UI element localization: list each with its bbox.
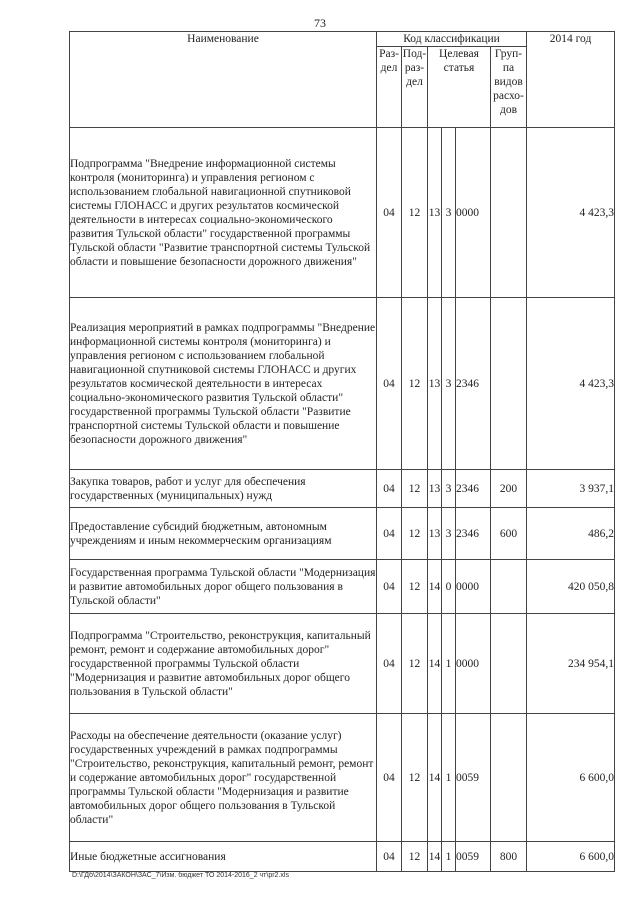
header-group-line: дов	[500, 104, 518, 116]
row-target-1: 13	[428, 298, 442, 470]
row-razdel: 04	[377, 614, 402, 714]
row-name: Закупка товаров, работ и услуг для обеспечения государственных (муниципальных) нужд	[70, 470, 377, 508]
row-amount: 6 600,0	[527, 714, 615, 842]
row-razdel: 04	[377, 470, 402, 508]
row-target-3: 0000	[456, 614, 491, 714]
row-target-2: 1	[442, 714, 456, 842]
row-podrazdel: 12	[402, 298, 428, 470]
header-name: Наименование	[70, 32, 377, 128]
row-target-2: 3	[442, 128, 456, 298]
row-target-3: 2346	[456, 508, 491, 560]
table-row	[70, 614, 615, 714]
header-group-line: видов	[494, 76, 523, 88]
header-razdel-line: Раз-	[379, 48, 399, 60]
table-row	[70, 298, 615, 470]
row-amount: 234 954,1	[527, 614, 615, 714]
page-number: 73	[314, 16, 326, 30]
row-podrazdel: 12	[402, 614, 428, 714]
row-target-1: 14	[428, 714, 442, 842]
table-row	[70, 128, 615, 298]
header-classification: Код классификации	[377, 32, 527, 47]
row-target-3: 2346	[456, 470, 491, 508]
row-target-2: 3	[442, 470, 456, 508]
row-podrazdel: 12	[402, 470, 428, 508]
row-group	[491, 714, 527, 842]
row-target-1: 14	[428, 614, 442, 714]
row-name: Предоставление субсидий бюджетным, автономным учреждениям и иным некоммерческим организациям	[70, 508, 377, 560]
row-target-2: 3	[442, 298, 456, 470]
row-group: 800	[491, 842, 527, 872]
table-row	[70, 560, 615, 614]
row-group	[491, 128, 527, 298]
row-podrazdel: 12	[402, 714, 428, 842]
row-target-1: 13	[428, 128, 442, 298]
row-razdel: 04	[377, 128, 402, 298]
row-target-1: 14	[428, 842, 442, 872]
row-target-1: 13	[428, 508, 442, 560]
header-group-line: па	[502, 62, 515, 74]
row-amount: 420 050,8	[527, 560, 615, 614]
row-target-1: 13	[428, 470, 442, 508]
row-group	[491, 560, 527, 614]
row-name: Подпрограмма "Внедрение информационной системы контроля (мониторинга) и управления регионом с использованием глобальной навигационной спутниковой системы ГЛОНАСС и других результатов космической деятельности в интересах социально-экономического развития Тульской области" государственной программы Тульской области "Развитие транспортной системы Тульской области и повышение безопасности дорожного движения"	[70, 128, 377, 298]
header-target-line: Целевая	[439, 48, 479, 60]
row-target-2: 1	[442, 614, 456, 714]
row-target-3: 0000	[456, 128, 491, 298]
row-podrazdel: 12	[402, 128, 428, 298]
row-target-3: 0059	[456, 842, 491, 872]
header-podrazdel	[402, 47, 428, 128]
table-row	[70, 508, 615, 560]
row-name: Реализация мероприятий в рамках подпрограммы "Внедрение информационной системы контроля (мониторинга) и управления регионом с использованием глобальной навигационной спутниковой системы ГЛОНАСС и других результатов космической деятельности в интересах социально-экономического развития Тульской области" государственной программы Тульской области "Развитие транспортной системы Тульской области и повышение безопасности дорожного движения"	[70, 298, 377, 470]
header-expense-group	[491, 47, 527, 128]
row-target-2: 3	[442, 508, 456, 560]
row-podrazdel: 12	[402, 560, 428, 614]
row-amount: 6 600,0	[527, 842, 615, 872]
table-row	[70, 714, 615, 842]
table-body	[70, 128, 615, 872]
row-group	[491, 614, 527, 714]
row-podrazdel: 12	[402, 842, 428, 872]
row-amount: 3 937,1	[527, 470, 615, 508]
row-target-3: 0000	[456, 560, 491, 614]
row-razdel: 04	[377, 298, 402, 470]
table-row	[70, 470, 615, 508]
header-podrazdel-line: раз-	[404, 62, 425, 74]
row-razdel: 04	[377, 714, 402, 842]
row-name: Государственная программа Тульской области "Модернизация и развитие автомобильных дорог общего пользования в Тульской области"	[70, 560, 377, 614]
row-target-3: 0059	[456, 714, 491, 842]
row-target-1: 14	[428, 560, 442, 614]
header-target-line: статья	[443, 62, 475, 74]
row-name: Подпрограмма "Строительство, реконструкция, капитальный ремонт, ремонт и содержание автомобильных дорог" государственной программы Тульской области "Модернизация и развитие автомобильных дорог общего пользования в Тульской области"	[70, 614, 377, 714]
row-target-2: 0	[442, 560, 456, 614]
header-podrazdel-line: Под-	[402, 48, 427, 60]
table-header	[70, 32, 615, 128]
header-group-line: расхо-	[493, 90, 524, 102]
header-group-line: Груп-	[494, 48, 523, 60]
row-group	[491, 298, 527, 470]
row-target-3: 2346	[456, 298, 491, 470]
row-podrazdel: 12	[402, 508, 428, 560]
table-row	[70, 842, 615, 872]
row-amount: 4 423,3	[527, 298, 615, 470]
row-target-2: 1	[442, 842, 456, 872]
row-razdel: 04	[377, 560, 402, 614]
budget-table	[69, 31, 615, 872]
header-razdel-line: дел	[380, 62, 398, 74]
header-podrazdel-line: дел	[406, 76, 423, 88]
row-name: Иные бюджетные ассигнования	[70, 842, 377, 872]
row-amount: 486,2	[527, 508, 615, 560]
header-year: 2014 год	[527, 32, 615, 128]
row-amount: 4 423,3	[527, 128, 615, 298]
footer-file-path: D:\ГДб\2014\ЗАКОН\ЗАС_7\Изм. бюджет ТО 2014-2016_2 чт\pr2.xls	[72, 872, 289, 879]
header-razdel	[377, 47, 402, 128]
row-name: Расходы на обеспечение деятельности (оказание услуг) государственных учреждений в рамках подпрограммы "Строительство, реконструкция, капитальный ремонт, ремонт и содержание автомобильных дорог" государственной программы Тульской области "Модернизация и развитие автомобильных дорог общего пользования в Тульской области"	[70, 714, 377, 842]
row-group: 600	[491, 508, 527, 560]
header-target-article	[428, 47, 491, 128]
row-razdel: 04	[377, 842, 402, 872]
row-razdel: 04	[377, 508, 402, 560]
row-group: 200	[491, 470, 527, 508]
